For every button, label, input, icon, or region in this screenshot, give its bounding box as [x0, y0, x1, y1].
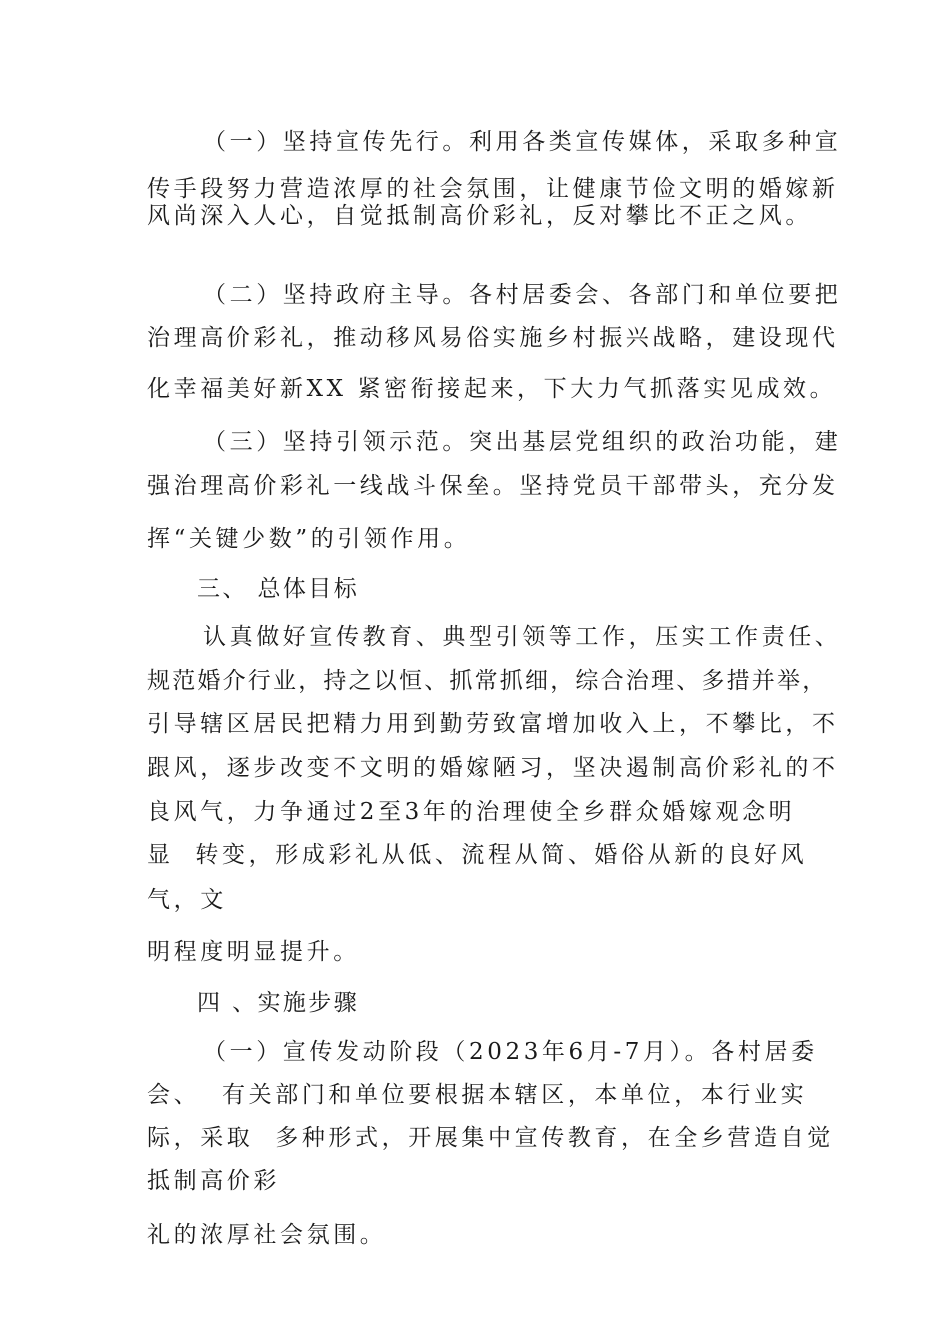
text-line: 挥“关键少数”的引领作用。 — [147, 526, 471, 552]
text-line: 显 转变，形成彩礼从低、流程从简、婚俗从新的良好风 — [147, 842, 808, 868]
text-line: 认真做好宣传教育、典型引领等工作，压实工作责任、 — [203, 624, 842, 650]
text-line: 际，采取 多种形式，开展集中宣传教育，在全乡营造自觉 — [147, 1125, 834, 1151]
text-line: （三）坚持引领示范。突出基层党组织的政治功能，建 — [203, 429, 842, 455]
text-line: 礼的浓厚社会氛围。 — [147, 1222, 387, 1248]
text-line: 引导辖区居民把精力用到勤劳致富增加收入上，不攀比，不 — [147, 711, 839, 737]
text-line: （一）坚持宣传先行。利用各类宣传媒体，采取多种宣 — [203, 129, 842, 155]
text-line: 跟风，逐步改变不文明的婚嫁陋习，坚决遏制高价彩礼的不 — [147, 755, 839, 781]
text-line: 气，文 — [147, 887, 227, 913]
text-line: 传手段努力营造浓厚的社会氛围，让健康节俭文明的婚嫁新 — [147, 176, 839, 202]
text-line: （一）宣传发动阶段（2023年6月-7月）。各村居委 — [203, 1039, 818, 1065]
text-line: 会、 有关部门和单位要根据本辖区，本单位，本行业实 — [147, 1082, 808, 1108]
section-heading: 四 、实施步骤 — [197, 990, 360, 1016]
text-line: 化幸福美好新XX 紧密衔接起来，下大力气抓落实见成效。 — [147, 376, 837, 402]
text-line: 抵制高价彩 — [147, 1168, 280, 1194]
text-line: 规范婚介行业，持之以恒、抓常抓细，综合治理、多措并举， — [147, 668, 828, 694]
text-line: 良风气，力争通过2至3年的治理使全乡群众婚嫁观念明 — [147, 799, 796, 825]
text-line: 强治理高价彩礼一线战斗保垒。坚持党员干部带头，充分发 — [147, 473, 839, 499]
text-line: 明程度明显提升。 — [147, 939, 360, 965]
text-line: 治理高价彩礼，推动移风易俗实施乡村振兴战略，建设现代 — [147, 325, 839, 351]
section-heading: 三、 总体目标 — [197, 576, 360, 602]
text-line: 风尚深入人心，自觉抵制高价彩礼，反对攀比不正之风。 — [147, 203, 812, 229]
text-line: （二）坚持政府主导。各村居委会、各部门和单位要把 — [203, 282, 842, 308]
